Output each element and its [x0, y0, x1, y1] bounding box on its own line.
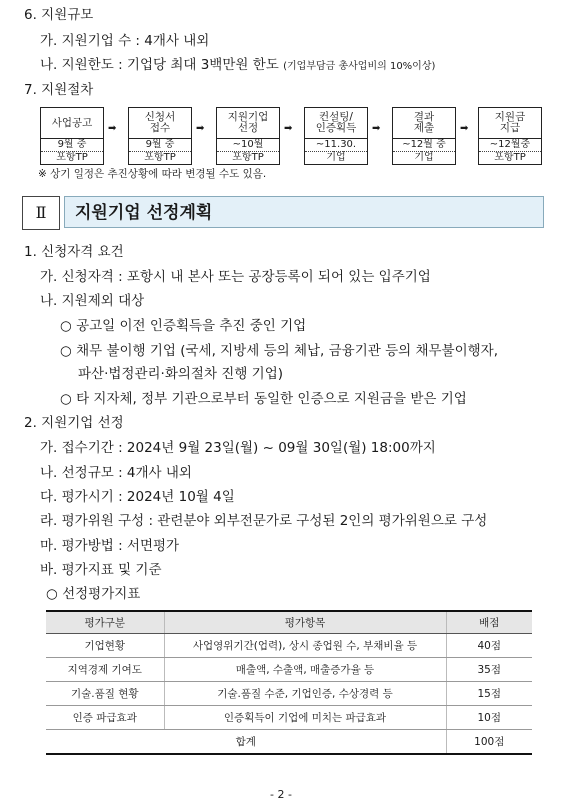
table-row: [46, 658, 532, 682]
evaluation-committee: 라. 평가위원 구성 : 관련분야 외부전문가로 구성된 2인의 평가위원으로 구성: [40, 513, 488, 529]
evaluation-date: 다. 평가시기 : 2024년 10월 4일: [40, 489, 235, 505]
step-date: 9월 중: [41, 139, 103, 152]
table-header: 평가구분: [46, 611, 164, 634]
step-date: 9월 중: [129, 139, 191, 152]
table-total-row: [46, 730, 532, 755]
table-cell: 매출액, 수출액, 매출증가율 등: [164, 658, 446, 682]
support-limit: [40, 56, 435, 76]
table-cell: 기술.품질 현황: [46, 682, 164, 706]
table-cell: 40점: [446, 634, 532, 658]
procedure-flow: [40, 107, 540, 163]
total-label: 합계: [46, 730, 446, 755]
step-title: 사업공고: [41, 108, 103, 139]
step-title: 결과 제출: [393, 108, 455, 139]
table-cell: 기술.품질 수준, 기업인증, 수상경력 등: [164, 682, 446, 706]
section-header: [22, 196, 544, 230]
step-org: 포항TP: [232, 152, 264, 163]
table-cell: 인증획득이 기업에 미치는 파급효과: [164, 706, 446, 730]
exclusion-item-cont: 파산·법정관리·화의절차 진행 기업): [78, 366, 284, 382]
exclusion-item: ○ 타 지자체, 정부 기관으로부터 동일한 인증으로 지원금을 받은 기업: [60, 391, 467, 407]
reception-period: 가. 접수기간 : 2024년 9월 23일(월) ~ 09월 30일(월) 18:00까지: [40, 440, 436, 456]
step-title: 지원금 지급: [479, 108, 541, 139]
step-org: 포항TP: [494, 152, 526, 163]
table-header-row: [46, 611, 532, 634]
step-date: ~12월 중: [393, 139, 455, 152]
selection-scale: 나. 선정규모 : 4개사 내외: [40, 465, 192, 481]
table-cell: 인증 파급효과: [46, 706, 164, 730]
table-cell: 10점: [446, 706, 532, 730]
arrow-icon: ➡: [196, 123, 205, 134]
support-company-count: 가. 지원기업 수 : 4개사 내외: [40, 33, 210, 49]
arrow-icon: ➡: [108, 123, 117, 134]
arrow-icon: ➡: [372, 123, 381, 134]
step-date: ~10월: [217, 139, 279, 152]
table-header: 배점: [446, 611, 532, 634]
step-title: 신청서 접수: [129, 108, 191, 139]
section-title: 지원기업 선정계획: [64, 196, 544, 228]
heading-selection: 2. 지원기업 선정: [24, 415, 124, 431]
step-announcement: [40, 107, 104, 165]
total-value: 100점: [446, 730, 532, 755]
support-limit-text: 나. 지원한도 : 기업당 최대 3백만원 한도: [40, 57, 279, 73]
evaluation-criteria-heading: 바. 평가지표 및 기준: [40, 562, 162, 578]
heading-eligibility: 1. 신청자격 요건: [24, 244, 124, 260]
exclusion-heading: 나. 지원제외 대상: [40, 293, 145, 309]
step-org: 포항TP: [56, 152, 88, 163]
step-org: 기업: [414, 152, 434, 163]
table-header: 평가항목: [164, 611, 446, 634]
table-cell: 15점: [446, 682, 532, 706]
exclusion-item: ○ 공고일 이전 인증획득을 추진 중인 기업: [60, 318, 307, 334]
heading-support-procedure: 7. 지원절차: [24, 82, 94, 98]
support-limit-note: (기업부담금 총사업비의 10%이상): [283, 61, 436, 72]
eligibility-criteria: 가. 신청자격 : 포항시 내 본사 또는 공장등록이 되어 있는 입주기업: [40, 269, 431, 285]
heading-support-scale: 6. 지원규모: [24, 7, 94, 23]
arrow-icon: ➡: [460, 123, 469, 134]
step-selection: [216, 107, 280, 165]
evaluation-table: [46, 610, 532, 755]
exclusion-item: ○ 채무 불이행 기업 (국세, 지방세 등의 체납, 금융기관 등의 채무불이행자,: [60, 343, 498, 359]
evaluation-method: 마. 평가방법 : 서면평가: [40, 538, 180, 554]
page-number: - 2 -: [270, 788, 292, 801]
step-application: [128, 107, 192, 165]
arrow-icon: ➡: [284, 123, 293, 134]
step-date: ~11.30.: [305, 139, 367, 152]
table-cell: 지역경제 기여도: [46, 658, 164, 682]
step-consulting: [304, 107, 368, 165]
table-row: [46, 682, 532, 706]
step-date: ~12월중: [479, 139, 541, 152]
table-cell: 기업현황: [46, 634, 164, 658]
table-cell: 사업영위기간(업력), 상시 종업원 수, 부채비율 등: [164, 634, 446, 658]
evaluation-index-label: ○ 선정평가지표: [46, 586, 141, 602]
step-org: 포항TP: [144, 152, 176, 163]
step-org: 기업: [326, 152, 346, 163]
table-cell: 35점: [446, 658, 532, 682]
step-result-submission: [392, 107, 456, 165]
step-title: 지원기업 선정: [217, 108, 279, 139]
step-payment: [478, 107, 542, 165]
table-row: [46, 634, 532, 658]
step-title: 컨설팅/ 인증획득: [305, 108, 367, 139]
schedule-note: ※ 상기 일정은 추진상황에 따라 변경될 수도 있음.: [38, 168, 267, 180]
table-row: [46, 706, 532, 730]
section-number: Ⅱ: [22, 196, 60, 230]
